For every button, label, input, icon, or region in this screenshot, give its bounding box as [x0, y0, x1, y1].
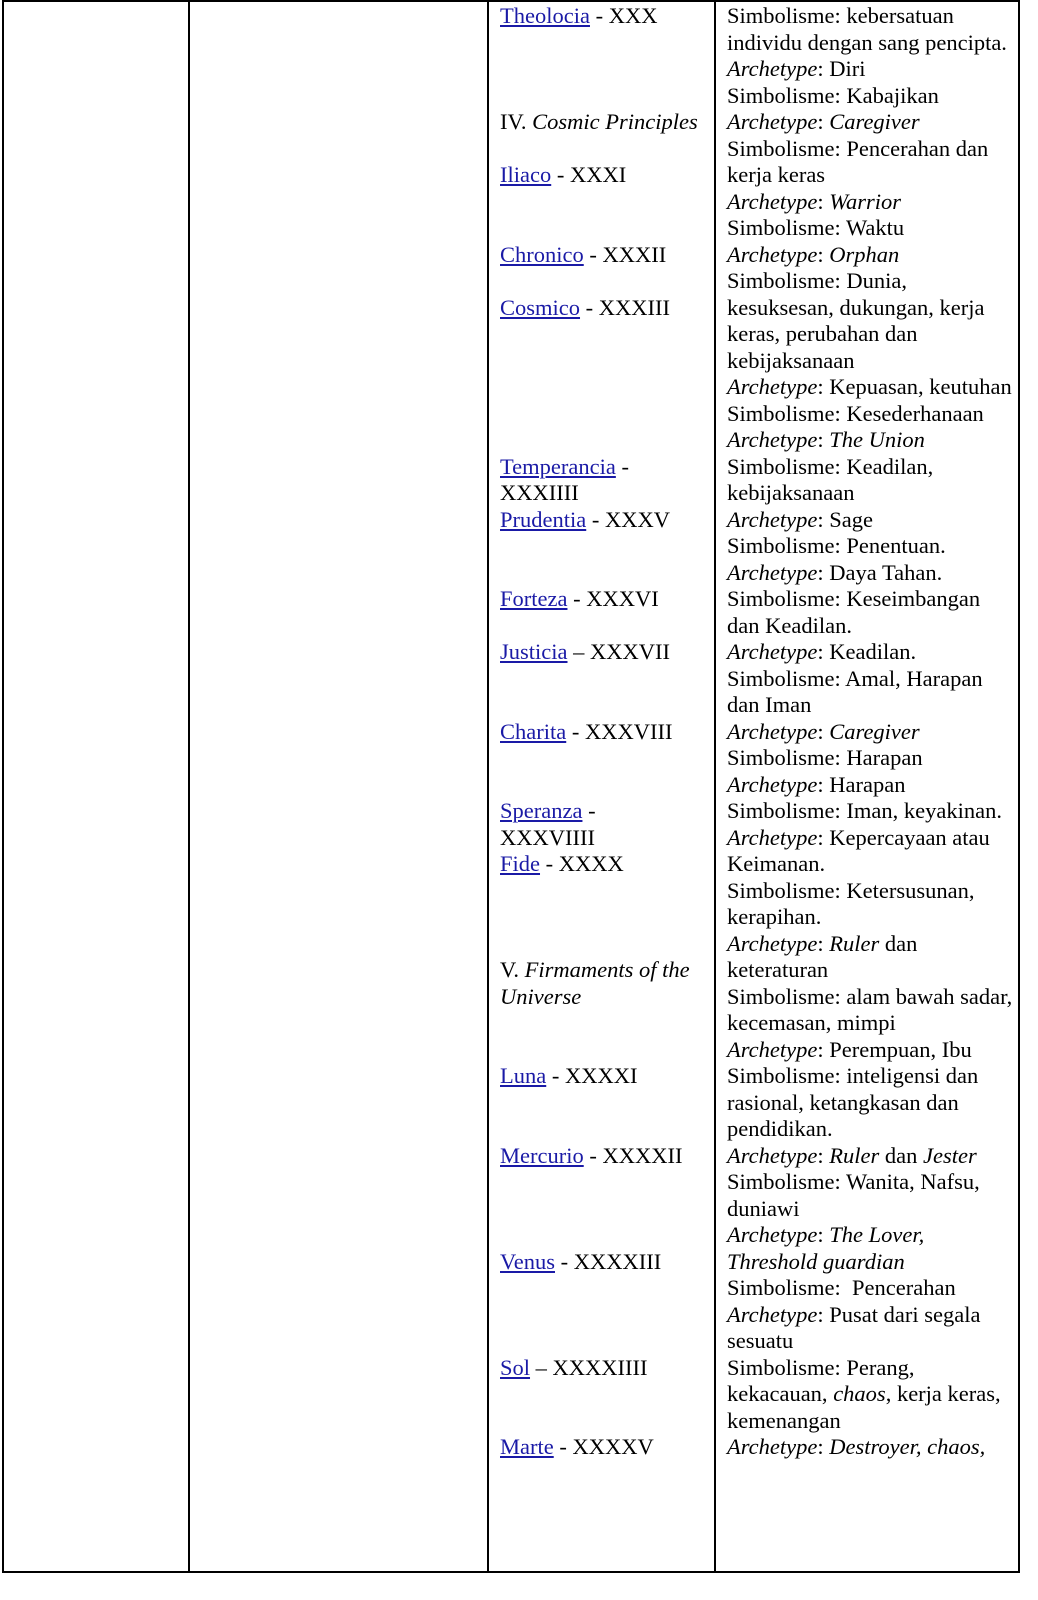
symbol-entry: Simbolisme: Perang, kekacauan, chaos, kerja keras, kemenangan [727, 1354, 1001, 1433]
card-link[interactable]: Chronico [500, 241, 584, 267]
card-numeral: XXXVIII [584, 718, 673, 744]
card-entry: Temperancia - XXXIIII [500, 453, 629, 505]
symbolism-cell [715, 1, 1019, 1572]
card-link[interactable]: Sol [500, 1354, 531, 1380]
card-link[interactable]: Theolocia [500, 3, 590, 28]
archetype-entry: Archetype: Keadilan. [727, 639, 917, 664]
archetype-entry: Archetype: Kepuasan, keutuhan [727, 374, 1012, 399]
symbol-entry: Simbolisme: Wanita, Nafsu, duniawi [727, 1169, 980, 1221]
archetype-entry: Archetype: Sage [727, 506, 874, 532]
card-numeral: XXXV [604, 506, 670, 532]
symbol-entry: Simbolisme: Keseimbangan dan Keadilan. [727, 586, 981, 638]
card-entry: Luna - XXXXI [500, 1063, 638, 1088]
archetype-entry: Archetype: Perempuan, Ibu [727, 1036, 972, 1062]
card-numeral: XXXXI [564, 1063, 638, 1088]
card-link[interactable]: Marte [500, 1434, 554, 1459]
symbol-entry: Simbolisme: Ketersusunan, kerapihan. [727, 877, 975, 929]
archetype-entry: Archetype: Warrior [727, 188, 901, 214]
tarot-card-table [2, 0, 1020, 1573]
card-link[interactable]: Cosmico [500, 294, 581, 320]
card-entry: Marte - XXXXV [500, 1434, 654, 1459]
card-entry: Sol – XXXXIIII [500, 1354, 648, 1380]
symbol-entry: Simbolisme: Harapan [727, 745, 923, 770]
card-entry: Venus - XXXXIII [500, 1248, 662, 1274]
symbol-entry: Simbolisme: Kesederhanaan [727, 400, 984, 426]
archetype-entry: Archetype: Daya Tahan. [727, 559, 943, 585]
card-link[interactable]: Temperancia [500, 453, 616, 479]
card-entry: Mercurio - XXXXII [500, 1142, 683, 1168]
archetype-entry: Archetype: Pusat dari segala sesuatu [727, 1301, 981, 1353]
card-numeral: XXXI [569, 162, 627, 187]
symbol-entry: Simbolisme: Kabajikan [727, 82, 939, 108]
archetype-entry: Archetype: Ruler dan Jester [727, 1142, 977, 1168]
symbol-entry: Simbolisme: Amal, Harapan dan Iman [727, 665, 983, 717]
card-entry: Iliaco - XXXI [500, 162, 627, 187]
section-heading: V. Firmaments of the Universe [500, 957, 690, 1009]
card-link[interactable]: Iliaco [500, 162, 552, 187]
archetype-entry: Archetype: Caregiver [727, 718, 920, 744]
archetype-entry: Archetype: The Lover, Threshold guardian [727, 1222, 925, 1274]
card-link[interactable]: Luna [500, 1063, 547, 1088]
archetype-entry: Archetype: Orphan [727, 241, 900, 267]
symbol-entry: Simbolisme: Penentuan. [727, 533, 946, 558]
section-heading: IV. Cosmic Principles [500, 109, 698, 134]
symbol-entry: Simbolisme: Pencerahan [727, 1275, 956, 1300]
empty-cell-1 [3, 1, 189, 1572]
card-entry: Prudentia - XXXV [500, 506, 670, 532]
card-numeral: XXXIIII [500, 480, 579, 505]
archetype-entry: Archetype: Diri [727, 56, 866, 81]
symbol-entry: Simbolisme: Waktu [727, 215, 905, 240]
card-link[interactable]: Prudentia [500, 506, 587, 532]
card-numeral: XXXXIIII [552, 1354, 648, 1380]
symbol-entry: Simbolisme: kebersatuan individu dengan sang pencipta. [727, 3, 1007, 55]
card-numeral: XXXVI [586, 586, 659, 611]
card-numeral: XXXVIIII [500, 824, 595, 850]
symbol-entry: Simbolisme: Dunia, kesuksesan, dukungan, kerja keras, perubahan dan kebijaksanaan [727, 268, 985, 373]
card-numeral: XXXXV [572, 1434, 654, 1459]
archetype-entry: Archetype: Kepercayaan atau Keimanan. [727, 824, 990, 876]
card-link[interactable]: Forteza [500, 586, 568, 611]
card-numeral: XXXXII [602, 1142, 683, 1168]
symbol-entry: Simbolisme: alam bawah sadar, kecemasan, mimpi [727, 983, 1013, 1035]
card-link[interactable]: Charita [500, 718, 567, 744]
card-entry: Fide - XXXX [500, 851, 624, 876]
archetype-entry: Archetype: The Union [727, 427, 925, 452]
card-entry: Cosmico - XXXIII [500, 294, 670, 320]
symbol-entry: Simbolisme: inteligensi dan rasional, ketangkasan dan pendidikan. [727, 1063, 979, 1141]
card-link[interactable]: Mercurio [500, 1142, 584, 1168]
card-numeral: XXXII [602, 241, 667, 267]
empty-cell-2 [189, 1, 488, 1572]
card-entry: Theolocia - XXX [500, 3, 658, 28]
card-entry: Charita - XXXVIII [500, 718, 673, 744]
archetype-entry: Archetype: Caregiver [727, 109, 920, 134]
symbol-entry: Simbolisme: Pencerahan dan kerja keras [727, 135, 989, 187]
card-link[interactable]: Fide [500, 851, 541, 876]
card-entry: Chronico - XXXII [500, 241, 667, 267]
card-numeral: XXXIII [598, 294, 670, 320]
symbol-entry: Simbolisme: Iman, keyakinan. [727, 798, 1002, 823]
card-numeral: XXXVII [590, 639, 670, 664]
card-numeral: XXXXIII [573, 1248, 662, 1274]
card-numeral: XXXX [558, 851, 624, 876]
archetype-entry: Archetype: Ruler dan keteraturan [727, 930, 918, 982]
card-entry: Speranza - XXXVIIII [500, 798, 596, 850]
card-link[interactable]: Justicia [500, 639, 568, 664]
card-entry: Justicia – XXXVII [500, 639, 670, 664]
archetype-entry: Archetype: Harapan [727, 771, 906, 797]
table-row [3, 1, 1019, 1572]
card-name-cell [488, 1, 715, 1572]
symbol-entry: Simbolisme: Keadilan, kebijaksanaan [727, 453, 934, 505]
card-link[interactable]: Venus [500, 1248, 555, 1274]
archetype-entry: Archetype: Destroyer, chaos, [727, 1434, 986, 1459]
card-link[interactable]: Speranza [500, 798, 583, 823]
card-entry: Forteza - XXXVI [500, 586, 659, 611]
card-numeral: XXX [608, 3, 658, 28]
